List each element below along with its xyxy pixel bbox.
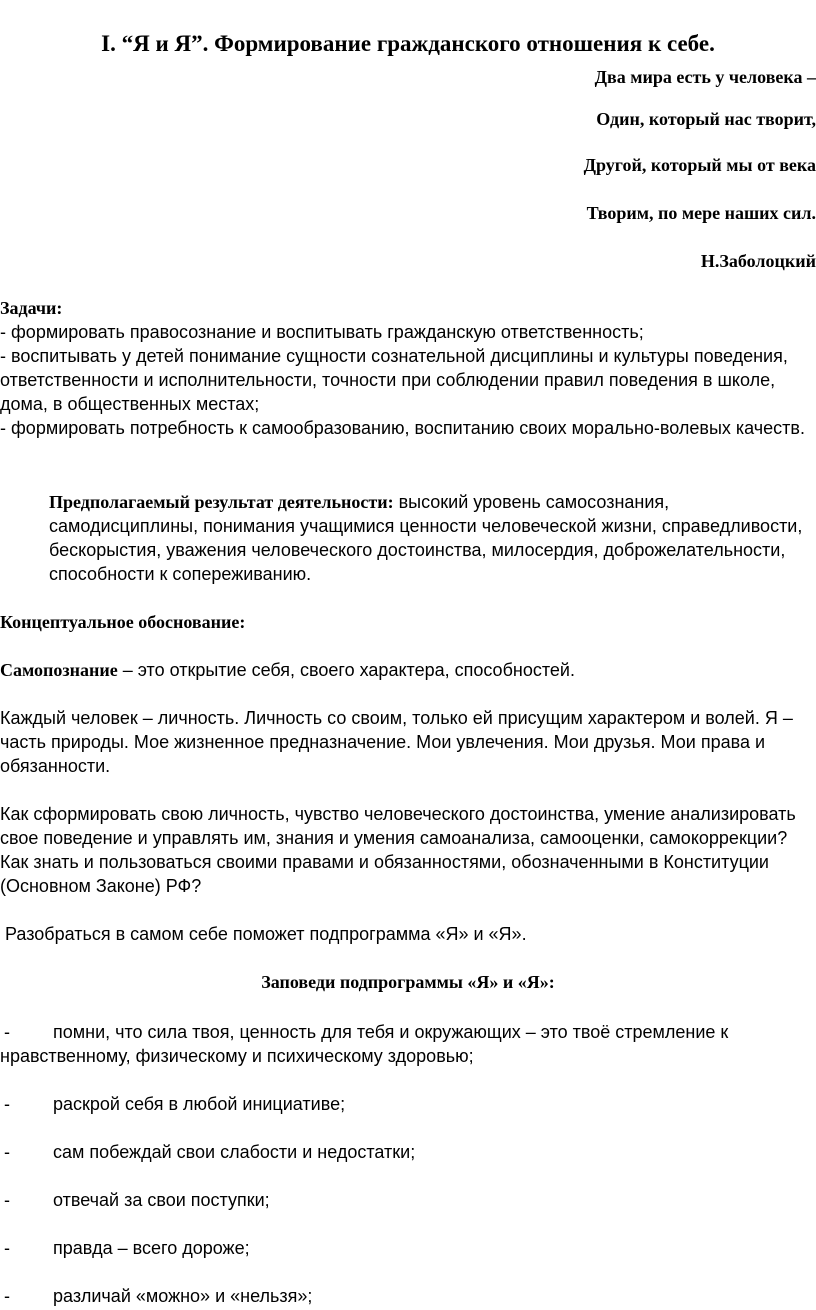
concept-paragraph-2 [0, 802, 816, 898]
list-dash: - [4, 1142, 10, 1162]
commandment-text-3: сам побеждай свои слабости и недостатки; [53, 1142, 416, 1162]
epigraph-line-3: Другой, который мы от века [583, 155, 816, 175]
concept-heading-wrap [0, 610, 816, 634]
tasks-heading: Задачи: [0, 298, 63, 318]
commandment-text-4: отвечай за свои поступки; [53, 1190, 270, 1210]
list-item [0, 1188, 816, 1212]
epigraph-author: Н.Заболоцкий [700, 251, 816, 271]
page-title: I. “Я и Я”. Формирование гражданского отношения к себе. [101, 31, 715, 56]
list-item [0, 1284, 816, 1308]
list-item [0, 1092, 816, 1116]
commandment-text-1: помни, что сила твоя, ценность для тебя и окружающих – это твоё стремление к нравственному, физическому и психическому здоровью; [0, 1022, 729, 1066]
commandment-text-5: правда – всего дороже; [53, 1238, 250, 1258]
commandment-text-6: различай «можно» и «нельзя»; [53, 1286, 313, 1306]
commandments-heading-wrap [0, 970, 816, 994]
list-dash: - [4, 1022, 10, 1042]
concept-paragraph-3-text: Разобраться в самом себе поможет подпрограмма «Я» и «Я». [0, 924, 527, 944]
self-knowledge-term: Самопознание [0, 660, 118, 680]
self-knowledge-definition [0, 658, 816, 682]
commandments-heading: Заповеди подпрограммы «Я» и «Я»: [261, 972, 555, 992]
list-item [0, 1236, 816, 1260]
list-dash: - [4, 1094, 10, 1114]
self-knowledge-text: – это открытие себя, своего характера, способностей. [117, 660, 575, 680]
task-item-3: - формировать потребность к самообразованию, воспитанию своих морально-волевых качеств. [0, 418, 805, 438]
list-item [0, 1020, 816, 1068]
result-text: высокий уровень самосознания, самодисциплины, понимания учащимися ценности человеческой жизни, справедливости, бескорыстия, уважения человеческого достоинства, милосердия, доброжелательности, способности к сопереживанию. [49, 492, 803, 584]
concept-paragraph-1-text: Каждый человек – личность. Личность со своим, только ей присущим характером и волей. Я – часть природы. Мое жизненное предназначение. Мои увлечения. Мои друзья. Мои права и обязанности. [0, 708, 793, 776]
concept-paragraph-2-text: Как сформировать свою личность, чувство человеческого достоинства, умение анализировать свое поведение и управлять им, знания и умения самоанализа, самооценки, самокоррекции? Как знать и пользоваться своими правами и обязанностями, обозначенными в Конституции (Основном Законе) РФ? [0, 804, 796, 896]
list-dash: - [4, 1286, 10, 1306]
task-item-1: - формировать правосознание и воспитывать гражданскую ответственность; [0, 322, 644, 342]
concept-paragraph-1 [0, 706, 816, 778]
task-item-2: - воспитывать у детей понимание сущности сознательной дисциплины и культуры поведения, ответственности и исполнительности, точности при соблюдении правил поведения в школе, дома, в общественных местах; [0, 346, 788, 414]
result-section [0, 490, 816, 586]
concept-paragraph-3 [0, 922, 816, 946]
epigraph-line-4: Творим, по мере наших сил. [586, 203, 816, 223]
concept-heading: Концептуальное обоснование: [0, 612, 246, 632]
result-label: Предполагаемый результат деятельности: [49, 492, 394, 512]
tasks-section [0, 296, 816, 440]
list-dash: - [4, 1238, 10, 1258]
epigraph-line-2: Один, который нас творит, [596, 109, 816, 129]
list-item [0, 1140, 816, 1164]
epigraph-line-1: Два мира есть у человека – [594, 67, 816, 87]
list-dash: - [4, 1190, 10, 1210]
commandment-text-2: раскрой себя в любой инициативе; [53, 1094, 346, 1114]
